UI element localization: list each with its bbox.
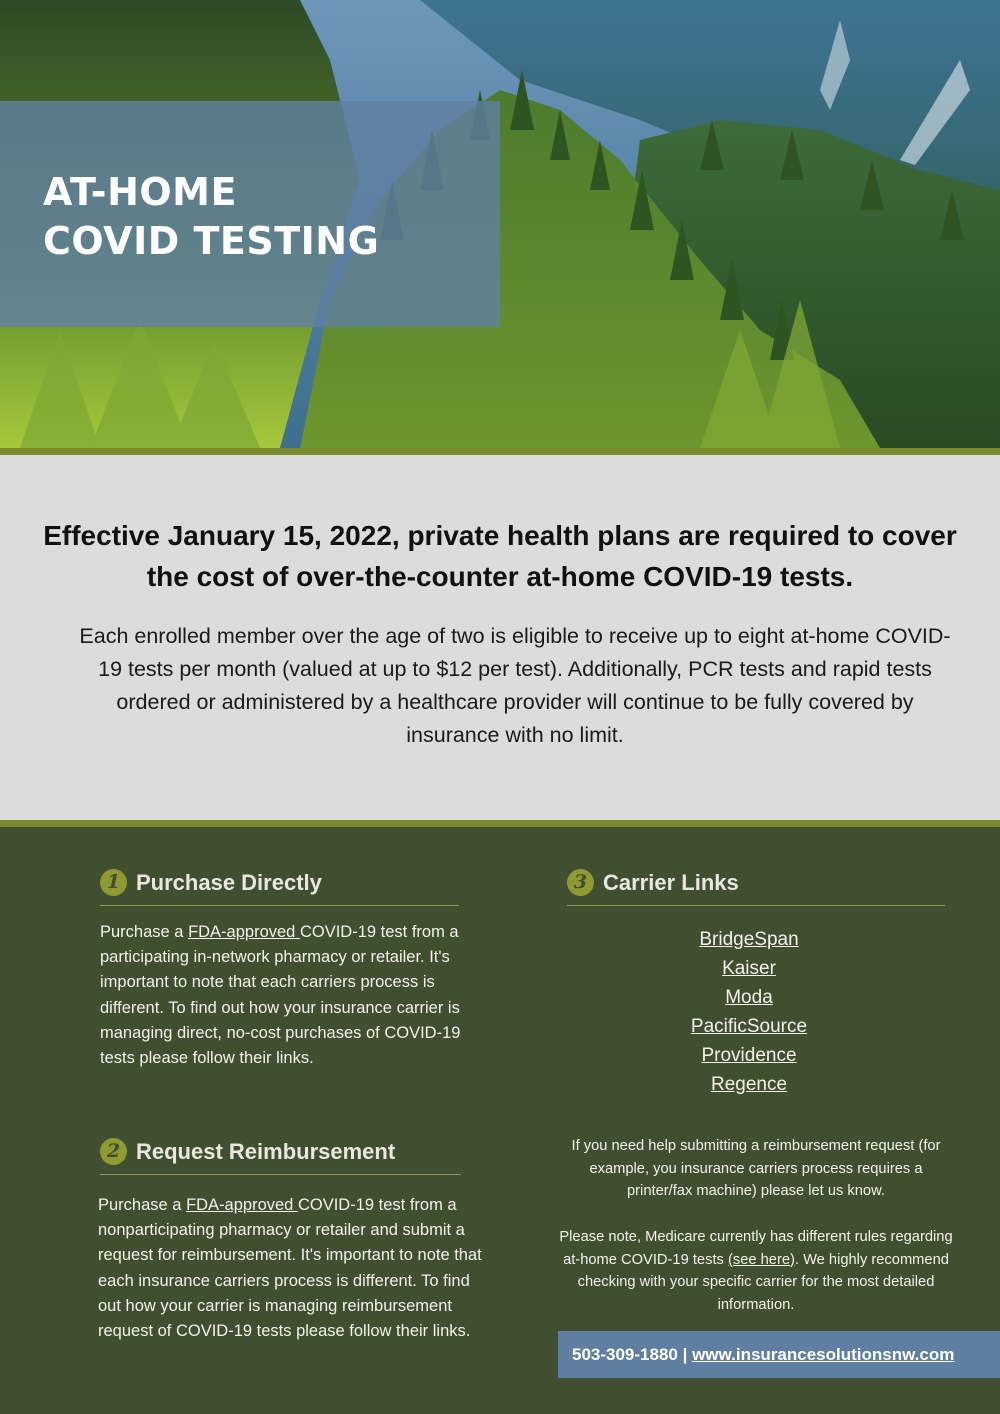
divider-top [0,448,1000,455]
fda-approved-link-2[interactable]: FDA-approved [186,1196,298,1214]
carrier-link-providence[interactable]: Providence [701,1045,797,1066]
headline: Effective January 15, 2022, private health plans are required to cover the cost of over-the-counter at-home COVID-19 tests. [43,520,957,592]
carrier-link-moda[interactable]: Moda [725,987,773,1008]
divider-bottom [0,820,1000,827]
purchase-directly-text: Purchase a FDA-approved COVID-19 test from a participating in-network pharmacy or retailer. It's important to note that each carriers process is different. To find out how your insurance carrier is managing direct, no-cost purchases of COVID-19 tests please follow their links. [100,923,461,1068]
medicare-see-here-link[interactable]: (see here) [727,1251,795,1268]
hero-image [0,0,1000,448]
purchase-directly-title: Purchase Directly [136,870,322,895]
contact-bar: 503-309-1880 | www.insurancesolutionsnw.com [558,1331,1000,1378]
request-reimbursement-header [100,1135,461,1175]
carrier-link-regence[interactable]: Regence [710,1074,788,1095]
step-1-icon: 1 [100,869,127,896]
page-title-line-2: COVID TESTING [43,219,380,263]
carrier-link-pacificsource[interactable]: PacificSource [690,1016,808,1037]
carrier-links-title: Carrier Links [603,870,739,895]
carrier-links-header [567,866,945,906]
purchase-directly-header [100,866,459,906]
medicare-note: Please note, Medicare currently has different rules regarding at-home COVID-19 tests (see here). We highly recommend checking with your specific carrier for the most detailed information. [559,1229,953,1313]
request-reimbursement-text: Purchase a FDA-approved COVID-19 test from a nonparticipating pharmacy or retailer and submit a request for reimbursement. It's important to note that each insurance carriers process is different. To find out how your carrier is managing reimbursement request of COVID-19 tests please follow their links. [98,1196,482,1341]
request-reimbursement-title: Request Reimbursement [136,1139,396,1164]
fda-approved-link-1[interactable]: FDA-approved [188,923,300,941]
phone-number[interactable]: 503-309-1880 [572,1345,678,1364]
carrier-link-kaiser[interactable]: Kaiser [722,958,776,979]
carrier-links-list [566,925,932,1099]
carrier-link-bridgespan[interactable]: BridgeSpan [699,929,799,950]
title-overlay [0,101,500,327]
website-link[interactable]: www.insurancesolutionsnw.com [692,1345,955,1364]
page-title-line-1: AT-HOME [43,170,237,214]
step-2-icon: 2 [100,1138,127,1165]
help-note: If you need help submitting a reimbursement request (for example, you insurance carriers process requires a printer/fax machine) please let us know. [571,1138,941,1199]
step-3-icon: 3 [567,869,594,896]
intro-paragraph: Each enrolled member over the age of two is eligible to receive up to eight at-home COVID-19 tests per month (valued at up to $12 per test). Additionally, PCR tests and rapid tests ordered or administered by a healthcare provider will continue to be fully covered by insurance with no limit. [79,624,951,747]
